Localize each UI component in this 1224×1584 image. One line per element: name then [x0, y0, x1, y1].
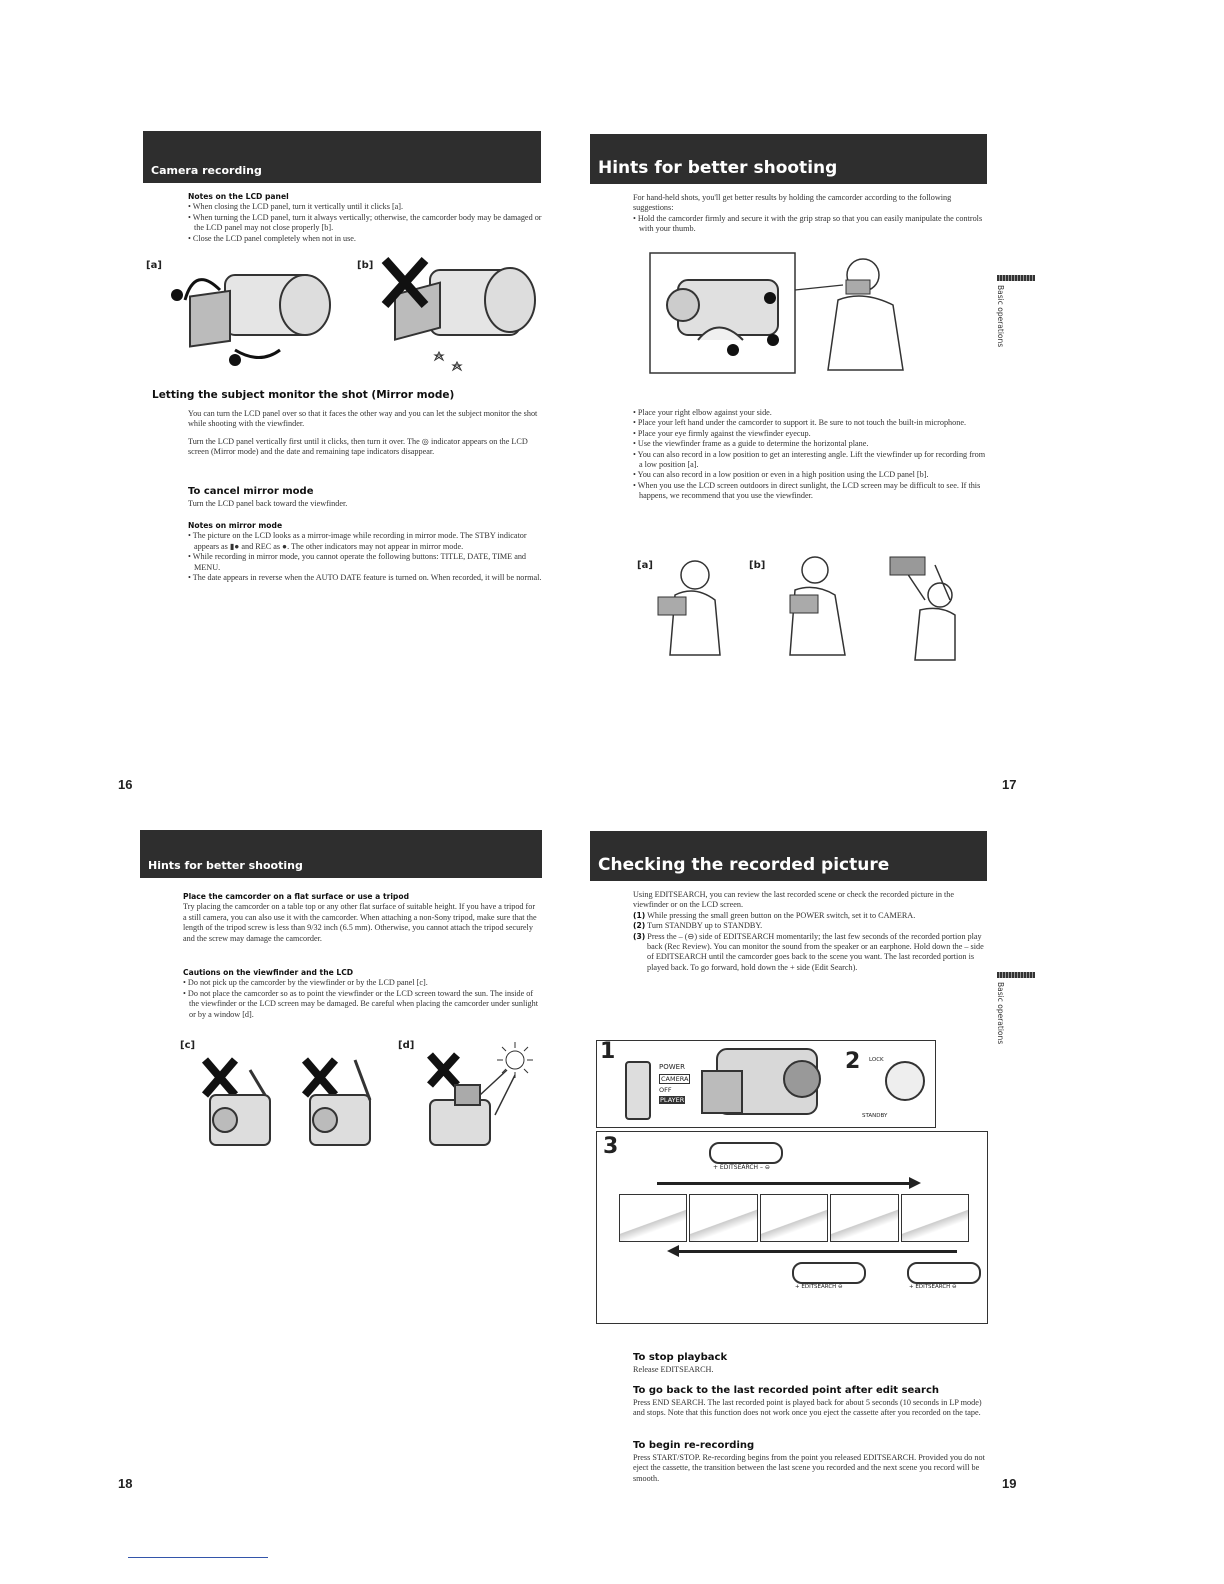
paragraph: Turn the LCD panel vertically first until it clicks, then turn it over. The ◎ indicator appears on the LCD screen (Mirror mode) and the date and remaining tape indicators disappear. [188, 436, 528, 457]
p17-fig-b-label: [b] [749, 560, 766, 571]
camcorder-illustration [697, 1041, 837, 1126]
editsearch-label-bottom-2: + EDITSEARCH ⊖ [909, 1284, 957, 1290]
p18-tripod [183, 892, 540, 944]
p19-goback-heading: To go back to the last recorded point after edit search [633, 1385, 940, 1396]
paragraph: For hand-held shots, you'll get better results by holding the camcorder according to the following suggestions: [633, 193, 952, 213]
lock-label: LOCK [869, 1057, 884, 1063]
p19-stop-text: Release EDITSEARCH. [633, 1365, 714, 1374]
p17-tips [633, 408, 988, 502]
p18-figure-cautions [195, 1040, 540, 1150]
list-item: • While recording in mirror mode, you cannot operate the following buttons: TITLE, DATE, TIME and MENU. [188, 552, 527, 572]
p19-side-tab: Basic operations [996, 982, 1005, 1045]
power-switch [625, 1061, 651, 1120]
list-item: • You can also record in a low position to get an interesting angle. Lift the viewfinder up for recording from a low position [a]. [633, 449, 986, 470]
frame [901, 1194, 969, 1242]
p19-rerec-heading: To begin re-recording [633, 1440, 755, 1451]
p17-intro [633, 193, 988, 235]
p17-tab-marker [997, 275, 1035, 281]
p19-diagram-step3 [596, 1131, 988, 1324]
p16-fig-b-label: [b] [357, 260, 374, 271]
list-item [633, 911, 990, 921]
p17-header [590, 134, 987, 184]
p17-page-number: 17 [1002, 777, 1017, 792]
editsearch-button-bottom-1 [792, 1262, 866, 1284]
step-number: (2) [633, 921, 646, 931]
p18-page-number: 18 [118, 1476, 133, 1491]
p17-side-tab: Basic operations [996, 285, 1005, 348]
p19-rerec-text: Press START/STOP. Re-recording begins from the point you released EDITSEARCH. Provided you do not eject the cassette, the transition between the last scene you recorded and the next scene you record will be smooth. [633, 1453, 985, 1483]
list-item: • The picture on the LCD looks as a mirror-image while recording in mirror mode. The STBY indicator appears as ▮● and REC as ●. The other indicators may not appear in mirror mode. [188, 531, 527, 551]
step-3-label: 3 [603, 1134, 619, 1159]
list-item: • Hold the camcorder firmly and secure it with the grip strap so that you can easily manipulate the controls with your thumb. [633, 213, 983, 234]
list-item [633, 921, 990, 931]
p18-tripod-title: Place the camcorder on a flat surface or use a tripod [183, 892, 410, 901]
p16-cancel-heading: To cancel mirror mode [188, 486, 314, 497]
p18-header-title: Hints for better shooting [148, 859, 303, 872]
p16-mirror-heading: Letting the subject monitor the shot (Mirror mode) [152, 389, 455, 401]
frame [760, 1194, 828, 1242]
list-item: • Close the LCD panel completely when not in use. [188, 233, 356, 243]
power-label: POWER [659, 1063, 685, 1071]
p16-cancel-text: Turn the LCD panel back toward the viewfinder. [188, 499, 348, 508]
p17-figure-positions [650, 555, 970, 665]
p16-mirror-notes [188, 521, 543, 583]
p16-page-number: 16 [118, 777, 133, 792]
p19-tab-marker [997, 972, 1035, 978]
p19-goback-text: Press END SEARCH. The last recorded point is played back for about 5 seconds (10 seconds in LP mode) and stops. Note that this function does not work once you eject the cassette after you recorded on the tape. [633, 1398, 982, 1418]
list-item: • When turning the LCD panel, turn it always vertically; otherwise, the camcorder body may be damaged or the LCD panel may not close properly [b]. [188, 212, 542, 233]
step-text: While pressing the small green button on the POWER switch, set it to CAMERA. [647, 910, 916, 920]
p16-fig-a-label: [a] [146, 260, 162, 271]
frame [689, 1194, 757, 1242]
off-label: OFF [659, 1086, 672, 1094]
p18-fig-c-label: [c] [180, 1040, 196, 1051]
list-item: • Use the viewfinder frame as a guide to determine the horizontal plane. [633, 439, 869, 449]
camera-label: CAMERA [661, 1075, 689, 1083]
standby-label: STANDBY [862, 1113, 888, 1119]
frame-strip [619, 1194, 969, 1242]
player-label: PLAYER [660, 1096, 685, 1104]
step-2-label: 2 [845, 1049, 861, 1074]
list-item: • You can also record in a low position or even in a high position using the LCD panel [b]. [633, 470, 929, 480]
p16-lcd-notes [188, 192, 543, 244]
list-item: • Place your eye firmly against the viewfinder eyecup. [633, 428, 811, 438]
list-item: • Place your right elbow against your side. [633, 408, 772, 417]
p18-fig-d-label: [d] [398, 1040, 415, 1051]
step-text: Press the – (⊖) side of EDITSEARCH momentarily; the last few seconds of the recorded portion play back (Rec Review). You can monitor the sound from the speaker or an earphone. Hold down the – side of EDITSEARCH until the camcorder goes back to the scene you want. The last recorded portion is played back. To go forward, hold down the + side (Edit Search). [647, 931, 984, 972]
p19-header-title: Checking the recorded picture [598, 855, 890, 875]
footer-rule [128, 1557, 268, 1558]
p19-diagram-step1 [596, 1040, 936, 1128]
frame [830, 1194, 898, 1242]
editsearch-button-bottom-2 [907, 1262, 981, 1284]
p16-header [143, 131, 541, 183]
editsearch-label-top: + EDITSEARCH – ⊖ [713, 1164, 770, 1171]
list-item: • Place your left hand under the camcorder to support it. Be sure to not touch the built-in microphone. [633, 418, 967, 428]
step-number: (3) [633, 931, 646, 941]
p17-header-title: Hints for better shooting [598, 158, 838, 178]
p19-header [590, 831, 987, 881]
step-number: (1) [633, 910, 646, 920]
p16-header-title: Camera recording [151, 164, 262, 177]
step-text: Turn STANDBY up to STANDBY. [647, 921, 763, 931]
p19-stop-heading: To stop playback [633, 1352, 728, 1363]
list-item: • Do not place the camcorder so as to point the viewfinder or the LCD screen toward the sun. The inside of the viewfinder or the LCD screen may be damaged. Be careful when placing the camcorder under sunlight or by a window [d]. [183, 988, 538, 1019]
p17-figure-holding [648, 245, 918, 380]
paragraph: You can turn the LCD panel over so that it faces the other way and you can let the subject monitor the shot while shooting with the viewfinder. [188, 409, 538, 429]
list-item: • When closing the LCD panel, turn it vertically until it clicks [a]. [188, 202, 404, 212]
list-item: • The date appears in reverse when the AUTO DATE feature is turned on. When recorded, it will be normal. [188, 573, 542, 583]
step-1-label: 1 [600, 1039, 616, 1064]
p17-fig-a-label: [a] [637, 560, 653, 571]
p16-mirror-notes-title: Notes on mirror mode [188, 521, 283, 530]
p16-lcd-notes-title: Notes on the LCD panel [188, 192, 289, 201]
p16-figure-lcd-close [165, 255, 355, 375]
standby-dial [885, 1061, 925, 1101]
p16-mirror-body [188, 409, 543, 458]
paragraph: Try placing the camcorder on a table top or any other flat surface of suitable height. If you have a tripod for a still camera, you can also use it with the camcorder. When attaching a non-Sony tripod, make sure that the length of the tripod screw is less than 9/32 inch (6.5 mm). Otherwise, you cannot attach the tripod securely and the screw may damage the camcorder. [183, 902, 537, 943]
p19-page-number: 19 [1002, 1476, 1017, 1491]
p19-body [633, 890, 990, 973]
p18-header [140, 830, 542, 878]
p18-cautions [183, 968, 540, 1020]
paragraph: Using EDITSEARCH, you can review the last recorded scene or check the recorded picture in the viewfinder or on the LCD screen. [633, 890, 955, 910]
p18-cautions-title: Cautions on the viewfinder and the LCD [183, 968, 354, 977]
list-item: • Do not pick up the camcorder by the viewfinder or by the LCD panel [c]. [183, 978, 428, 988]
rewind-arrow-head [667, 1245, 679, 1257]
p16-figure-lcd-wrong [375, 250, 545, 380]
editsearch-label-bottom-1: + EDITSEARCH ⊖ [795, 1284, 843, 1290]
forward-arrow [657, 1182, 912, 1185]
rewind-arrow [677, 1250, 957, 1253]
forward-arrow-head [909, 1177, 921, 1189]
list-item [633, 932, 990, 974]
list-item: • When you use the LCD screen outdoors in direct sunlight, the LCD screen may be difficult to see. If this happens, we recommend that you use the viewfinder. [633, 480, 981, 501]
frame [619, 1194, 687, 1242]
editsearch-button-top [709, 1142, 783, 1164]
